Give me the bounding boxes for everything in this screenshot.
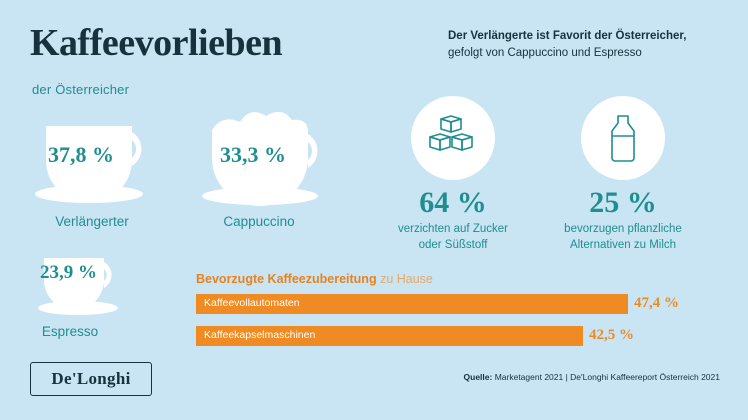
stat-sugar-caption — [383, 222, 523, 253]
milk-bottle-icon — [606, 113, 640, 163]
stat-espresso-label: Espresso — [41, 324, 99, 339]
source-label: Quelle: — [463, 372, 493, 382]
bar-row-vollautomaten — [196, 294, 679, 314]
stat-verlaengerter-value: 37,8 % — [48, 142, 114, 167]
stat-sugar-value: 64 % — [419, 186, 487, 219]
bar-label-vollautomaten: Kaffeevollautomaten — [204, 297, 300, 309]
source-note — [464, 372, 720, 382]
bar-chart-title-light: zu Hause — [380, 272, 433, 286]
stat-espresso — [22, 250, 162, 350]
stat-espresso-value: 23,9 % — [40, 262, 97, 283]
stat-milk-circle — [581, 96, 665, 180]
stat-milk-caption-line2: Alternativen zu Milch — [569, 238, 677, 251]
stat-cappuccino — [190, 104, 360, 238]
sugar-cubes-icon — [427, 115, 479, 161]
stat-verlaengerter-label: Verlängerter — [55, 214, 129, 229]
stat-sugar-caption-line2: oder Süßstoff — [418, 238, 488, 251]
source-text: Marketagent 2021 | De'Longhi Kaffeereport Österreich 2021 — [494, 372, 720, 382]
stat-milk-caption-line1: bevorzugen pflanzliche — [564, 223, 682, 235]
stat-cappuccino-label: Cappuccino — [223, 214, 295, 229]
bar-chart-title — [196, 272, 433, 286]
stat-cappuccino-value: 33,3 % — [220, 142, 286, 167]
stat-verlaengerter — [20, 118, 180, 238]
bar-value-kapselmaschinen: 42,5 % — [589, 327, 634, 343]
stat-milk-value: 25 % — [589, 186, 657, 219]
stat-sugar-caption-line1: verzichten auf Zucker — [398, 223, 508, 235]
page-subtitle: der Österreicher — [32, 82, 130, 97]
delonghi-logo — [30, 362, 152, 396]
bar-chart-title-bold: Bevorzugte Kaffeezubereitung — [196, 272, 377, 286]
bar-label-kapselmaschinen: Kaffeekapselmaschinen — [204, 329, 316, 341]
lead-text-rest: gefolgt von Cappuccino und Espresso — [448, 47, 642, 60]
espresso-cup-icon — [22, 250, 162, 322]
lead-text-bold: Der Verlängerte ist Favorit der Österreicher, — [448, 30, 687, 42]
delonghi-logo-text: De'Longhi — [51, 369, 131, 388]
stat-milk-caption — [551, 222, 695, 253]
lead-text — [448, 28, 736, 63]
bar-value-vollautomaten: 47,4 % — [634, 295, 679, 311]
stat-sugar-circle — [411, 96, 495, 180]
bar-row-kapselmaschinen — [196, 326, 666, 346]
page-title: Kaffeevorlieben — [30, 22, 283, 64]
